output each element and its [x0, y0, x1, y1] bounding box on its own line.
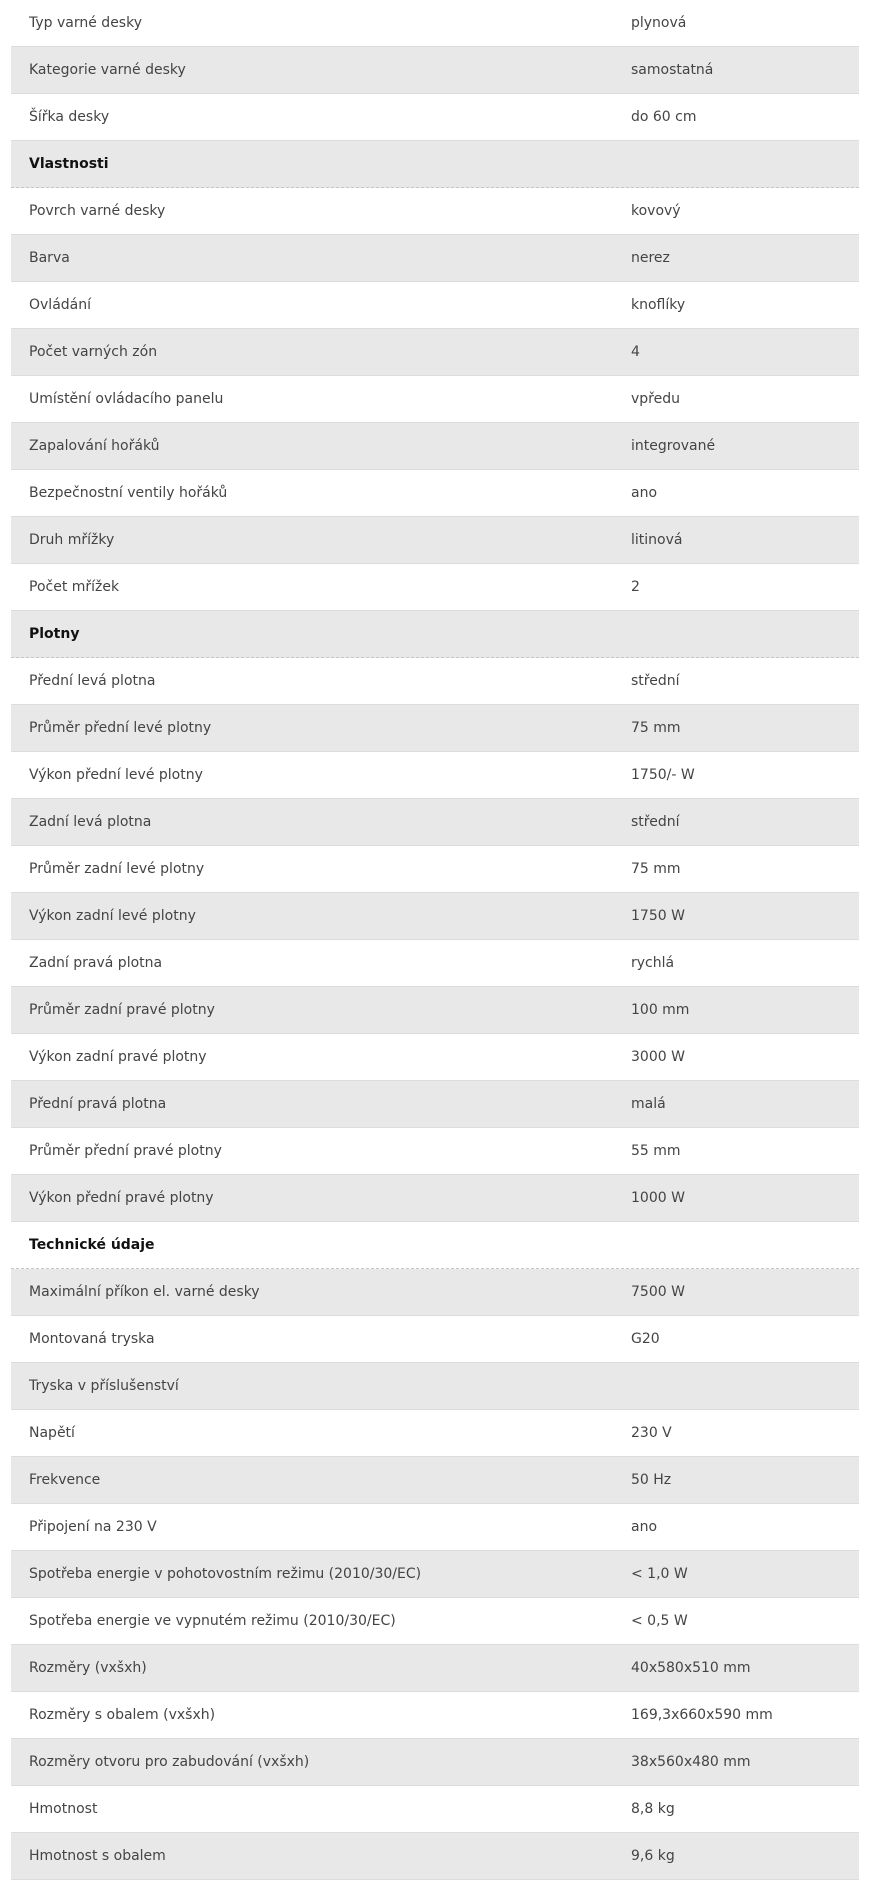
spec-row: [11, 1504, 859, 1551]
spec-value: 2: [631, 579, 640, 595]
spec-value: do 60 cm: [631, 109, 697, 125]
spec-label: Druh mřížky: [29, 532, 115, 548]
spec-label: Zadní pravá plotna: [29, 955, 163, 971]
spec-value: knoflíky: [631, 297, 686, 313]
spec-label: Výkon přední levé plotny: [29, 767, 203, 783]
spec-row: [11, 47, 859, 94]
spec-value: 169,3x660x590 mm: [631, 1707, 773, 1723]
spec-label: Maximální příkon el. varné desky: [29, 1284, 260, 1300]
spec-value: 55 mm: [631, 1143, 681, 1159]
spec-value: 230 V: [631, 1425, 672, 1441]
spec-label: Bezpečnostní ventily hořáků: [29, 485, 228, 501]
spec-row: [11, 564, 859, 611]
spec-row: [11, 1457, 859, 1504]
spec-value: 3000 W: [631, 1049, 685, 1065]
spec-table: [11, 0, 859, 1880]
spec-value: 50 Hz: [631, 1472, 672, 1488]
spec-row: [11, 1128, 859, 1175]
spec-label: Průměr zadní pravé plotny: [29, 1002, 215, 1018]
spec-label: Spotřeba energie v pohotovostním režimu (2010/30/EC): [29, 1566, 422, 1582]
spec-row: [11, 376, 859, 423]
spec-label: Přední levá plotna: [29, 673, 156, 689]
spec-value: 1750/- W: [631, 767, 695, 783]
spec-row: [11, 1410, 859, 1457]
spec-label: Zadní levá plotna: [29, 814, 152, 830]
spec-row: [11, 1645, 859, 1692]
spec-value: rychlá: [631, 955, 675, 971]
spec-label: Rozměry otvoru pro zabudování (vxšxh): [29, 1754, 310, 1770]
spec-value: 75 mm: [631, 720, 681, 736]
spec-label: Tryska v příslušenství: [29, 1378, 179, 1394]
spec-row: [11, 752, 859, 799]
spec-row: [11, 1598, 859, 1645]
spec-row: [11, 0, 859, 47]
section-header: [11, 611, 859, 658]
spec-value: < 1,0 W: [631, 1566, 688, 1582]
spec-label: Barva: [29, 250, 70, 266]
spec-value: ano: [631, 1519, 658, 1535]
spec-row: [11, 188, 859, 235]
spec-value: 4: [631, 344, 640, 360]
spec-label: Rozměry s obalem (vxšxh): [29, 1707, 216, 1723]
section-title: Technické údaje: [29, 1237, 155, 1253]
spec-label: Průměr přední pravé plotny: [29, 1143, 222, 1159]
spec-value: střední: [631, 673, 680, 689]
spec-row: [11, 423, 859, 470]
spec-label: Počet mřížek: [29, 579, 120, 595]
spec-label: Zapalování hořáků: [29, 438, 160, 454]
spec-value: 1000 W: [631, 1190, 685, 1206]
spec-row: [11, 1175, 859, 1222]
spec-row: [11, 940, 859, 987]
spec-label: Typ varné desky: [29, 15, 142, 31]
section-header: [11, 141, 859, 188]
spec-row: [11, 282, 859, 329]
spec-row: [11, 1034, 859, 1081]
spec-label: Výkon zadní pravé plotny: [29, 1049, 207, 1065]
section-title: Vlastnosti: [29, 156, 109, 172]
spec-label: Frekvence: [29, 1472, 101, 1488]
spec-row: [11, 329, 859, 376]
spec-value: malá: [631, 1096, 666, 1112]
spec-label: Přední pravá plotna: [29, 1096, 167, 1112]
spec-value: samostatná: [631, 62, 714, 78]
spec-value: 38x560x480 mm: [631, 1754, 751, 1770]
spec-row: [11, 799, 859, 846]
section-header: [11, 1222, 859, 1269]
spec-value: 100 mm: [631, 1002, 690, 1018]
spec-value: střední: [631, 814, 680, 830]
spec-value: 9,6 kg: [631, 1848, 675, 1864]
spec-value: 75 mm: [631, 861, 681, 877]
spec-label: Povrch varné desky: [29, 203, 166, 219]
spec-label: Průměr zadní levé plotny: [29, 861, 205, 877]
spec-value: 1750 W: [631, 908, 685, 924]
spec-row: [11, 235, 859, 282]
spec-row: [11, 1316, 859, 1363]
spec-label: Rozměry (vxšxh): [29, 1660, 147, 1676]
spec-label: Připojení na 230 V: [29, 1519, 157, 1535]
spec-value: 8,8 kg: [631, 1801, 675, 1817]
spec-row: [11, 987, 859, 1034]
spec-row: [11, 517, 859, 564]
spec-row: [11, 1269, 859, 1316]
spec-value: vpředu: [631, 391, 680, 407]
spec-label: Spotřeba energie ve vypnutém režimu (2010/30/EC): [29, 1613, 396, 1629]
spec-row: [11, 705, 859, 752]
spec-row: [11, 658, 859, 705]
spec-label: Umístění ovládacího panelu: [29, 391, 224, 407]
spec-label: Průměr přední levé plotny: [29, 720, 212, 736]
spec-row: [11, 846, 859, 893]
spec-value: litinová: [631, 532, 683, 548]
spec-value: integrované: [631, 438, 716, 454]
spec-value: 7500 W: [631, 1284, 685, 1300]
spec-label: Montovaná tryska: [29, 1331, 155, 1347]
spec-label: Hmotnost s obalem: [29, 1848, 166, 1864]
spec-row: [11, 1363, 859, 1410]
spec-value: 40x580x510 mm: [631, 1660, 751, 1676]
spec-label: Počet varných zón: [29, 344, 158, 360]
spec-row: [11, 1739, 859, 1786]
spec-row: [11, 1551, 859, 1598]
section-title: Plotny: [29, 626, 80, 642]
spec-row: [11, 1786, 859, 1833]
spec-label: Výkon zadní levé plotny: [29, 908, 196, 924]
spec-label: Hmotnost: [29, 1801, 98, 1817]
spec-row: [11, 1081, 859, 1128]
spec-value: < 0,5 W: [631, 1613, 688, 1629]
spec-value: nerez: [631, 250, 670, 266]
spec-value: plynová: [631, 15, 687, 31]
spec-label: Výkon přední pravé plotny: [29, 1190, 214, 1206]
spec-value: ano: [631, 485, 658, 501]
spec-row: [11, 470, 859, 517]
spec-label: Ovládání: [29, 297, 92, 313]
spec-row: [11, 1692, 859, 1739]
spec-label: Šířka desky: [29, 109, 110, 125]
spec-value: G20: [631, 1331, 660, 1347]
spec-label: Kategorie varné desky: [29, 62, 186, 78]
spec-row: [11, 94, 859, 141]
spec-value: kovový: [631, 203, 681, 219]
spec-label: Napětí: [29, 1425, 75, 1441]
spec-row: [11, 893, 859, 940]
